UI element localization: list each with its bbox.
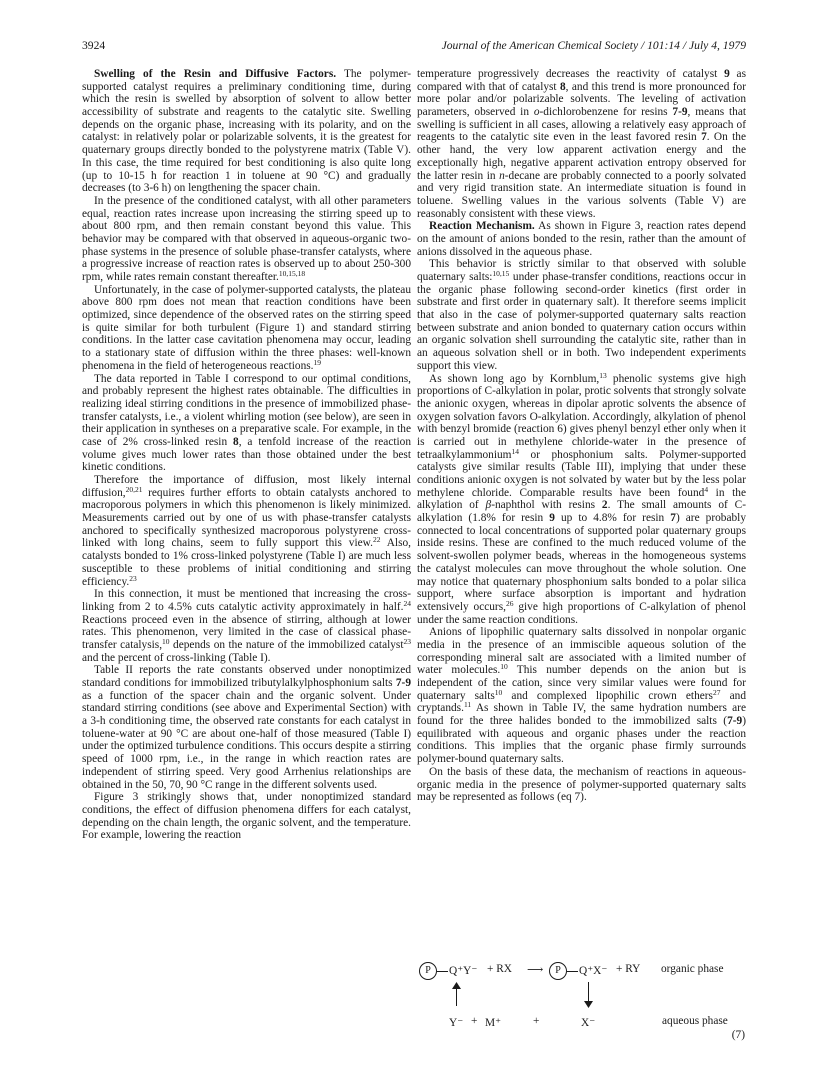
greek-letter: β	[485, 499, 492, 512]
text: ) equilibrated with aqueous and organic phases under the reaction conditions. This implies that the organic phase firmly surrounds polymer-bound quaternary salts.	[417, 715, 746, 766]
left-column	[82, 68, 411, 842]
journal-citation: Journal of the American Chemical Society / 101:14 / July 4, 1979	[441, 39, 746, 52]
text: Reactions proceed even in the absence of stirring, although at lower rates. This phenomenon, very limited in the case of classical phase-transfer catalysis,	[82, 613, 411, 651]
paragraph	[82, 474, 411, 588]
paragraph	[82, 284, 411, 373]
aqueous-anion-y: Y⁻	[449, 1017, 464, 1029]
text: As shown in Figure 3, reaction rates depend on the amount of anions bonded to the resin, rather than the amount of anions dissolved in the aqueous phase.	[417, 220, 746, 258]
paragraph	[82, 373, 411, 475]
reference: 20,21	[125, 484, 143, 494]
text: As shown in Table IV, the same hydration numbers are found for the three halides bonded to the immobilized salts (	[417, 702, 746, 728]
paragraph	[417, 626, 746, 766]
paragraph	[417, 370, 746, 627]
paragraph	[82, 195, 411, 284]
text: depends on the nature of the immobilized catalyst	[169, 638, 404, 651]
reference: 14	[511, 446, 520, 456]
equation-number: (7)	[731, 1029, 745, 1041]
text: -naphthol with resins	[491, 499, 602, 512]
text: and cryptands.	[417, 689, 746, 715]
text: On the basis of these data, the mechanism of reactions in aqueous-organic media in the presence of polymer-supported quaternary salts may be represented as follows (eq 7).	[417, 765, 746, 804]
compound-number: 2	[601, 499, 608, 512]
compound-number: 7	[701, 131, 707, 144]
reaction-arrow: ⟶	[527, 964, 544, 976]
text: . The small amounts of C-alkylation (1.8% for resin	[417, 499, 746, 525]
aqueous-phase-label: aqueous phase	[662, 1015, 728, 1027]
reference: 10,15,18	[278, 269, 306, 278]
paragraph	[82, 664, 411, 791]
product-ry: + RY	[616, 963, 641, 975]
text: -dichlorobenzene for resins	[539, 106, 673, 119]
text: Therefore the importance of diffusion, most likely internal diffusion,	[82, 474, 411, 499]
organic-phase-label: organic phase	[661, 963, 724, 975]
page-number: 3924	[82, 39, 106, 52]
reference: 13	[599, 370, 607, 380]
text: temperature progressively decreases the reactivity of catalyst	[417, 68, 725, 80]
text: As shown long ago by Kornblum,	[429, 372, 600, 385]
reference: 23	[129, 573, 137, 583]
exchange-arrow-up	[456, 986, 457, 1006]
arrow-up-icon	[452, 982, 461, 989]
reference: 10	[494, 687, 503, 697]
text: or phosphonium salts. Polymer-supported catalysts give similar results (Table III), implying that under these conditions anionic oxygen is not solvated by water but by the less polar methylene chloride. Comparable results have been found	[417, 448, 746, 499]
text: , a tenfold increase of the reaction volume gives much lower rates than those obtained under the best kinetic conditions.	[82, 435, 411, 474]
paragraph	[82, 588, 411, 664]
compound-number: 7-9	[727, 715, 743, 728]
compound-number: 9	[549, 512, 555, 525]
text: up to 4.8% for resin	[554, 512, 671, 525]
text: as compared with that of catalyst	[417, 68, 746, 93]
text: Anions of lipophilic quaternary salts dissolved in nonpolar organic media in the presence of an immiscible aqueous solution of the corresponding mineral salt are associated with a limited number of water molecules.	[417, 626, 746, 677]
arrow-down-icon	[584, 1001, 593, 1008]
text: phenolic systems give high proportions of C-alkylation in polar, protic solvents that strongly solvate the anionic oxygen, whereas in dipolar aprotic solvents the absence of oxygen solvation favors O-alkylation. Accordingly, alkylation of phenol with benzyl bromide (reaction 6) gives phenyl benzyl ether only when it is carried out in methylene chloride-water in the presence of tetraalkylammonium	[417, 372, 746, 461]
section-heading-swelling: Swelling of the Resin and Diffusive Factors.	[94, 68, 337, 80]
polymer-support-symbol: P	[549, 962, 567, 980]
bond-line	[437, 971, 448, 972]
bound-salt-right: Q⁺X⁻	[579, 965, 608, 977]
compound-number: 8	[559, 80, 566, 93]
text: In the presence of the conditioned catalyst, with all other parameters equal, reaction rates increase upon increasing the stirring speed up to about 800 rpm, and then remain constant beyond this value. This behavior may be compared with that observed in aqueous-organic two-phase systems in the presence of soluble phase-transfer catalysts, where a progressive increase of reaction rates is observed up to about 250-300 rpm, while rates remain constant thereafter.	[82, 194, 411, 283]
text: and the percent of cross-linking (Table I).	[82, 651, 271, 664]
compound-number: 7	[670, 512, 676, 525]
text: give high proportions of C-alkylation of phenol under the same reaction conditions.	[417, 600, 746, 626]
text: as a function of the spacer chain and the organic solvent. Under standard stirring conditions (see above and Experimental Section) with a 3-h conditioning time, the observed rate constants for each catalyst in toluene-water at 90 °C are about one-half of those measured (Table I) under the optimized turbulence conditions. This occurs despite a stirring speed of 1000 rpm, i.e., in the range in which reaction rates are independent of stirring speed. Very good Arrhenius relationships are obtained in the 50, 70, 90 °C range in the different solvents used.	[82, 689, 411, 791]
text: This behavior is strictly similar to that observed with soluble quaternary salts:	[417, 258, 746, 283]
reference: 27	[712, 687, 721, 697]
compound-number: 9	[724, 68, 730, 80]
italic-prefix: n	[499, 169, 505, 182]
text: The data reported in Table I correspond to our optimal conditions, and probably represent the highest rates obtainable. The difficulties in realizing ideal stirring conditions in the presence of immobilized phase-transfer catalysts, i.e., a violent whirling motion (see below), are seen in their application in syntheses on a preparative scale. For example, in the case of 2% cross-linked resin	[82, 372, 411, 448]
page-header	[82, 39, 746, 57]
text: . On the other hand, the very low apparent activation energy and the exceptionally high, negative apparent activation entropy observed for the latter resin in	[417, 131, 746, 182]
italic-prefix: o	[533, 106, 540, 119]
reference: 26	[505, 598, 514, 608]
reaction-scheme-eq7	[417, 960, 746, 1044]
bound-salt-left: Q⁺Y⁻	[449, 965, 478, 977]
text: This number depends on the anion but is independent of the cation, since very similar values were found for quaternary salts	[417, 664, 746, 702]
text: Figure 3 strikingly shows that, under nonoptimized standard conditions, the effect of diffusion phenomena differs for each catalyst, depending on the chain length, the organic solvent, and the temperature. For example, lowering the reaction	[82, 791, 411, 842]
reference: 11	[463, 700, 472, 710]
text: The polymer-supported catalyst requires a preliminary conditioning time, during which the resin is swelled by absorption of solvent to allow better accessibility of substrate and reagents to the catalytic site. Swelling depends on the organic phase, increasing with its polarity, and on the catalyst: in relatively polar or polarizable solvents, it is the greatest for quaternary groups directly bonded to the polystyrene matrix (Table V). In this case, the time required for best conditioning is also quite long (up to 10-15 h for reaction 1 in toluene at 90 °C) and gradually decreases (to 3-6 h) on lengthening the spacer chain.	[82, 68, 411, 195]
polymer-support-symbol: P	[419, 962, 437, 980]
reference: 10	[500, 662, 508, 672]
reference: 10,15	[492, 269, 510, 278]
aqueous-anion-x: X⁻	[581, 1017, 596, 1029]
section-heading-mechanism: Reaction Mechanism.	[429, 220, 535, 233]
paragraph	[417, 258, 746, 372]
reference: 24	[403, 598, 411, 608]
paragraph	[417, 220, 746, 258]
plus-sign: +	[533, 1015, 540, 1027]
paragraph	[417, 766, 746, 804]
paragraph	[417, 68, 746, 220]
text: In this connection, it must be mentioned that increasing the cross-linking from 2 to 4.5% cuts catalytic activity approximately in half.	[82, 588, 411, 613]
text: , and this trend is more pronounced for more polar and/or polarizable solvents. The leveling of activation parameters, observed in	[417, 80, 746, 119]
compound-number: 7-9	[672, 106, 688, 119]
text: in the alkylation of	[417, 486, 746, 512]
paragraph	[82, 791, 411, 842]
substrate-rx: + RX	[487, 963, 512, 975]
plus-sign: +	[471, 1015, 478, 1027]
compound-number: 8	[233, 435, 239, 448]
text: requires further efforts to obtain catalysts anchored to macroporous polymers in which this phenomenon is likely minimized. Measurements carried out by one of us with phase-transfer catalysts anchored to specifically synthesized macroporous polystyrene cross-linked with long chains, seem to fully support this view.	[82, 486, 411, 550]
reference: 4	[704, 484, 709, 494]
text: and complexed lipophilic crown ethers	[502, 689, 713, 702]
bond-line	[567, 971, 578, 972]
exchange-arrow-down	[588, 982, 589, 1002]
text: Table II reports the rate constants observed under nonoptimized standard conditions for immobilized tributylalkylphosphonium salts	[82, 664, 411, 689]
text: ) are probably connected to local concentrations of supported polar quaternary groups inside resins. These are confined to the much reduced volume of the solvent-swollen polymer beads, whereas in the homogeneous systems the catalyst molecules can move throughout the whole solution. One may notice that quaternary phosphonium salts bonded to a polar silica support, where surface absorption is important and hydration extensively occurs,	[417, 512, 746, 613]
reference: 10	[162, 636, 170, 646]
text: under phase-transfer conditions, reactions occur in the organic phase following second-order kinetics (first order in substrate and first order in quaternary salt). It therefore seems implicit that also in the case of polymer-supported quaternary salts reaction between substrate and anion bonded to quaternary cation occurs within an organic solvation shell surrounding the catalytic site, rather than in an aqueous solvation shell or in both. Two independent experiments support this view.	[417, 271, 746, 372]
paragraph	[82, 68, 411, 195]
text: Unfortunately, in the case of polymer-supported catalysts, the plateau above 800 rpm does not mean that reaction conditions have been optimized, since dependence of the observed rates on the stirring speed is quite similar for both turbulent (Figure 1) and standard stirring conditions. In the latter case cavitation phenomena may occur, leading to a stationary state of diffusion within the three phases: well-known phenomena in the field of heterogeneous reactions.	[82, 283, 411, 372]
text: Also, catalysts bonded to 1% cross-linked polystyrene (Table I) are much less susceptible to these problems of initial conditioning and stirring efficiency.	[82, 537, 411, 588]
reference: 19	[313, 357, 322, 367]
compound-number: 7-9	[395, 677, 411, 689]
aqueous-cation-m: M⁺	[485, 1017, 502, 1029]
reference: 22	[372, 535, 381, 545]
right-column	[417, 68, 746, 804]
text: , means that swelling is sufficient in all cases, allowing a relatively easy approach of reagents to the catalytic site even in the least favored resin	[417, 106, 747, 144]
reference: 23	[403, 636, 411, 646]
text: -decane are probably connected to a poorly solvated and very rigid transition state. An intermediate situation is found in toluene. Swelling values in the various solvents (Table V) are reasonably consistent with these views.	[417, 169, 746, 220]
